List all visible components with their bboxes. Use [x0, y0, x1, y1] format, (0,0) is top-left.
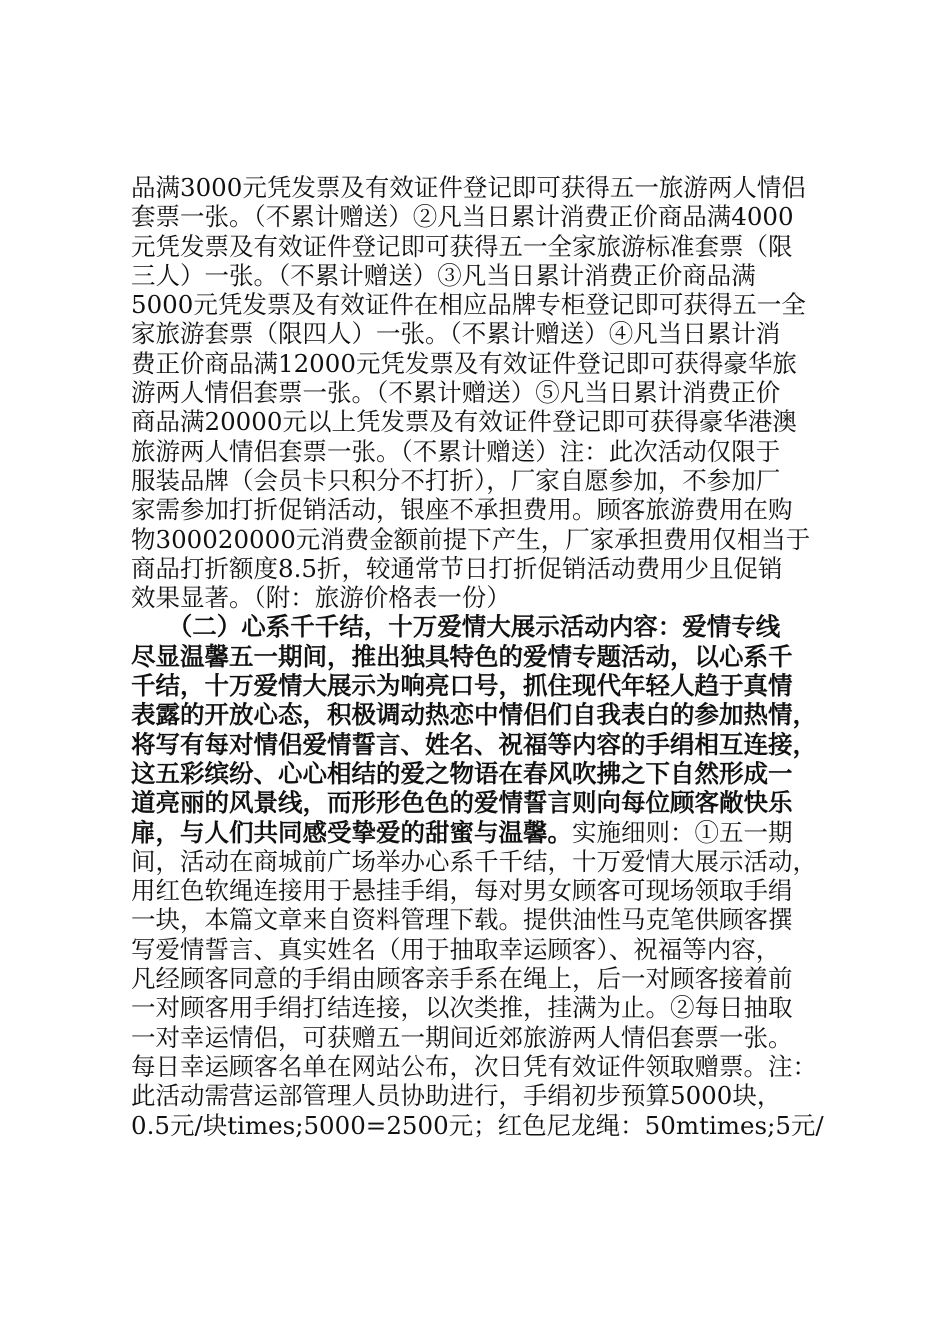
text-line: 商品满20000元以上凭发票及有效证件登记即可获得豪华港澳 — [131, 407, 797, 437]
text-line: 三人）一张。（不累计赠送）③凡当日累计消费正价商品满 — [131, 260, 756, 290]
text-line: 每日幸运顾客名单在网站公布，次日凭有效证件领取赠票。注： — [131, 1051, 817, 1081]
text-line: 家需参加打折促销活动，银座不承担费用。顾客旅游费用在购 — [131, 495, 793, 525]
text-line: 写爱情誓言、真实姓名（用于抽取幸运顾客）、祝福等内容， — [131, 934, 781, 964]
bold-segment: 扉，与人们共同感受挚爱的甜蜜与温馨。 — [131, 817, 572, 847]
text-line: 5000元凭发票及有效证件在相应品牌专柜登记即可获得五一全 — [131, 290, 806, 320]
text-line: 此活动需营运部管理人员协助进行，手绢初步预算5000块， — [131, 1081, 782, 1111]
text-line: 一对幸运情侣，可获赠五一期间近郊旅游两人情侣套票一张。 — [131, 1022, 793, 1052]
document-body — [131, 173, 835, 1140]
bold-text-line: 千结，十万爱情大展示为响亮口号，抓住现代年轻人趋于真情 — [131, 671, 793, 701]
bold-text-line: 表露的开放心态，积极调动热恋中情侣们自我表白的参加热情， — [131, 700, 817, 730]
text-line: 凡经顾客同意的手绢由顾客亲手系在绳上，后一对顾客接着前 — [131, 964, 793, 994]
text-line: 品满3000元凭发票及有效证件登记即可获得五一旅游两人情侣 — [131, 173, 806, 202]
text-line: 用红色软绳连接用于悬挂手绢，每对男女顾客可现场领取手绢 — [131, 876, 793, 906]
text-line: 商品打折额度8.5折，较通常节日打折促销活动费用少且促销 — [131, 553, 783, 583]
bold-text-line: 尽显温馨五一期间，推出独具特色的爱情专题活动，以心系千 — [131, 641, 793, 671]
text-line: 家旅游套票（限四人）一张。（不累计赠送）④凡当日累计消 — [131, 319, 781, 349]
normal-segment: 实施细则：①五一期 — [572, 817, 793, 847]
bold-text-line: 这五彩缤纷、心心相结的爱之物语在春风吹拂之下自然形成一 — [131, 758, 793, 788]
text-line: 旅游两人情侣套票一张。（不累计赠送）注：此次活动仅限于 — [131, 436, 781, 466]
text-line: 0.5元/块times;5000=2500元；红色尼龙绳：50mtimes;5元/ — [131, 1110, 824, 1140]
text-line: 费正价商品满12000元凭发票及有效证件登记即可获得豪华旅 — [131, 348, 797, 378]
text-line: 间，活动在商城前广场举办心系千千结，十万爱情大展示活动， — [131, 846, 817, 876]
paragraph-travel-promotion — [131, 173, 835, 612]
bold-text-line: 将写有每对情侣爱情誓言、姓名、祝福等内容的手绢相互连接， — [131, 729, 817, 759]
section-heading-line: （二）心系千千结，十万爱情大展示活动内容：爱情专线 — [131, 612, 781, 642]
text-line: 元凭发票及有效证件登记即可获得五一全家旅游标准套票（限 — [131, 231, 793, 261]
text-line: 物300020000元消费金额前提下产生，厂家承担费用仅相当于 — [131, 524, 811, 554]
text-line: 游两人情侣套票一张。（不累计赠送）⑤凡当日累计消费正价 — [131, 378, 781, 408]
bold-text-line: 道亮丽的风景线，而形形色色的爱情誓言则向每位顾客敞快乐 — [131, 788, 793, 818]
paragraph-love-exhibition — [131, 612, 835, 1139]
text-line: 一块，本篇文章来自资料管理下载。提供油性马克笔供顾客撰 — [131, 905, 793, 935]
mixed-text-line — [131, 818, 835, 847]
text-line: 效果显著。（附：旅游价格表一份） — [131, 583, 511, 613]
text-line: 套票一张。（不累计赠送）②凡当日累计消费正价商品满4000 — [131, 202, 794, 232]
text-line: 一对顾客用手绢打结连接，以次类推，挂满为止。②每日抽取 — [131, 993, 793, 1023]
text-line: 服装品牌（会员卡只积分不打折），厂家自愿参加，不参加厂 — [131, 465, 781, 495]
